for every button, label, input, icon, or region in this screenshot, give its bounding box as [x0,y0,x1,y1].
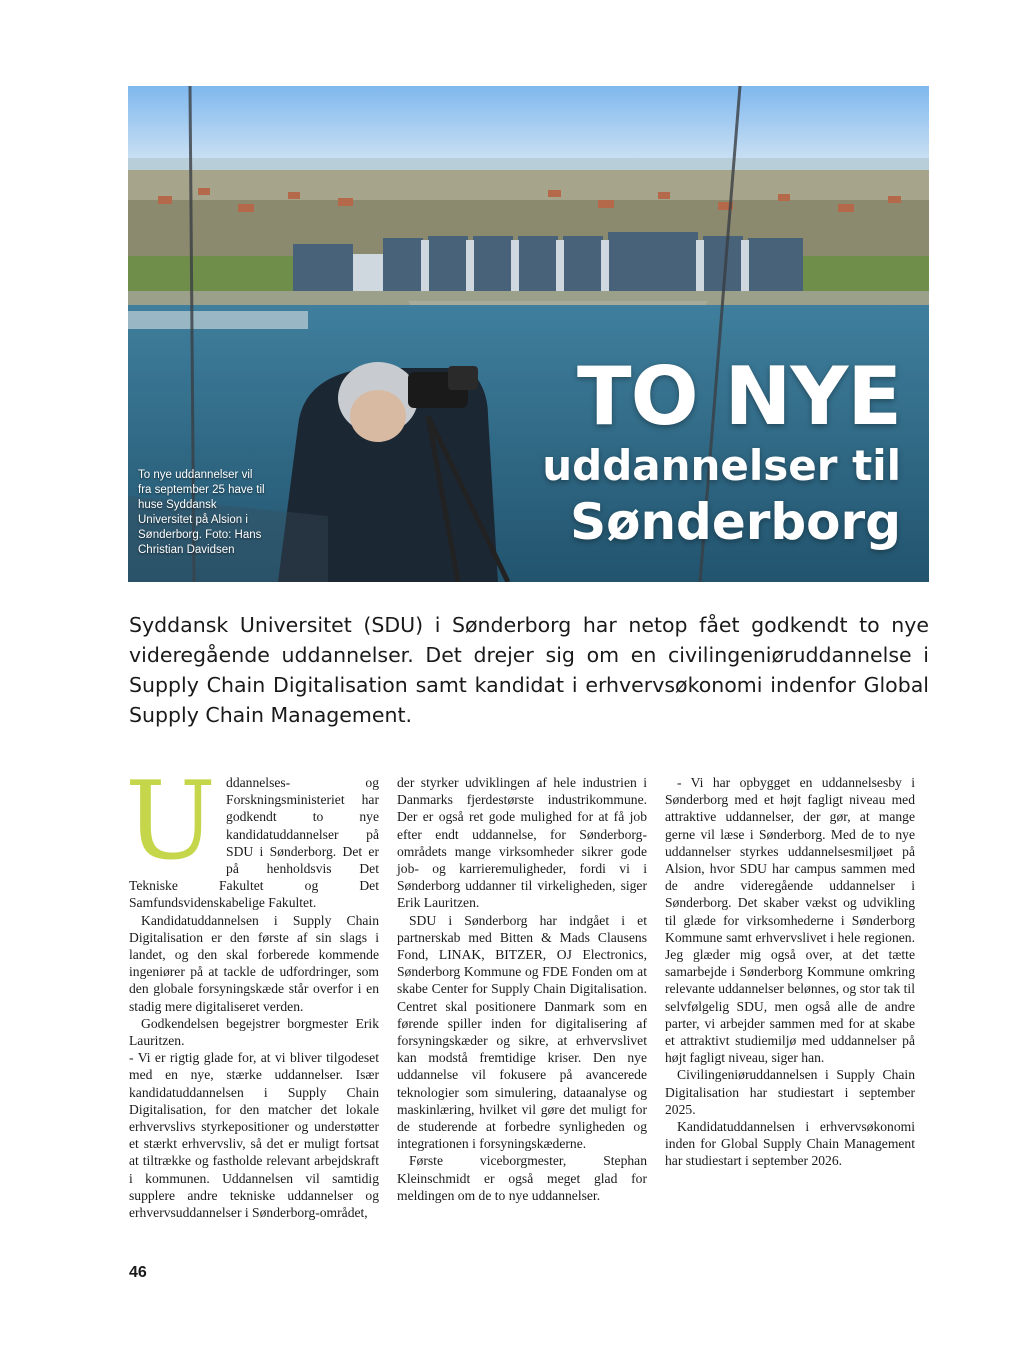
paragraph: Kandidatuddannelsen i Supply Chain Digitalisation er den første af sin slags i landet, og den skal forberede kommende ingeniører på at tackle de udfordringer, som den globale forsyningskæde står overfor i en stadig mere digitaliseret verden. [129,912,379,1014]
photo-caption: To nye uddannelser vil fra september 25 have til huse Syddansk Universitet på Alsion i Sønderborg. Foto: Hans Christian Davidsen [138,469,265,556]
hero-photo [128,86,929,582]
drop-cap: U [125,759,217,884]
paragraph: Godkendelsen begejstrer borgmester Erik Lauritzen. [129,1015,379,1049]
lead-paragraph: Syddansk Universitet (SDU) i Sønderborg har netop fået godkendt to nye videregående uddannelser. Det drejer sig om en civilingeniøruddannelse i Supply Chain Digitalisation samt kandidat i erhvervsøkonomi indenfor Global Supply Chain Management. [129,613,929,727]
title-line-2: uddannelser til [542,441,901,490]
paragraph [125,759,379,912]
body-column-3 [665,774,915,1170]
title-line-1: TO NYE [577,350,901,443]
paragraph-text: ddannelses- og Forskningsministeriet har godkendt to nye kandidatuddannelser på SDU i Sønderborg. Det er på henholdsvis Det Tekniske Fakultet og Det Samfundsvidenskabelige Fakultet. [129,775,379,911]
title-line-3: Sønderborg [570,493,901,551]
paragraph: der styrker udviklingen af hele industrien i Danmarks fjerdestørste industrikommune. Der er også ret gode mulighed for at få job efter endt uddannelse, for Sønderborg-områdets mange virksomheder sikrer gode job- og karrieremuligheder, fordi vi i Sønderborg uddanner til virkeligheden, siger Erik Lauritzen. [397,775,647,911]
body-column-2 [397,774,647,1204]
body-column-1 [125,759,379,1221]
paragraph: - Vi har opbygget en uddannelsesby i Sønderborg med et højt fagligt niveau med attraktive uddannelser, der gør, at mange gerne vil læse i Sønderborg. Med de to nye uddannelser styrkes uddannelsesmiljøet på Alsion, hvor SDU har campus sammen med de andre videregående uddannelser i Sønderborg. Det skaber vækst og udvikling til glæde for virksomhederne i Sønderborg Kommune samt erhvervslivet i hele regionen. Jeg glæder mig også over, at det tætte samarbejde i Sønderborg Kommune omkring relevante uddannelser belønnes, og stor tak til selvfølgelig SDU, men også alle de andre parter, vi arbejder sammen med for at skabe et attraktivt studiemiljø med uddannelser på højt fagligt niveau, siger han. [665,775,915,1066]
paragraph: SDU i Sønderborg har indgået i et partnerskab med Bitten & Mads Clausens Fond, LINAK, BITZER, OJ Electronics, Sønderborg Kommune og FDE Fonden om at skabe Center for Supply Chain Digitalisation. Centret skal positionere Danmark som en førende spiller inden for digitalisering af forsyningskæder og sikre, at erhvervslivet kan modstå fremtidige kriser. Den nye uddannelse vil fokusere på avancerede teknologier som simulering, dataanalyse og maskinlæring, hvilket vil gøre det muligt for de studerende at forbedre synligheden og integrationen i forsyningskæderne. [397,912,647,1152]
page-number: 46 [129,1264,147,1281]
paragraph: Civilingeniøruddannelsen i Supply Chain Digitalisation har studiestart i september 2025. [665,1067,915,1117]
paragraph: Første viceborgmester, Stephan Kleinschmidt er også meget glad for meldingen om de to nye uddannelser. [397,1153,647,1203]
paragraph: Kandidatuddannelsen i erhvervsøkonomi inden for Global Supply Chain Management har studiestart i september 2026. [665,1119,915,1169]
paragraph: - Vi er rigtig glade for, at vi bliver tilgodeset med en nye, stærke uddannelser. Især kandidatuddannelsen i Supply Chain Digitalisation, for den matcher det lokale erhvervslivs styrkepositioner og understøtter et stærkt erhvervsliv, så det er muligt fortsat at tiltrække og fastholde relevant arbejdskraft i kommunen. Uddannelsen vil samtidig supplere andre tekniske uddannelser og erhvervsuddannelser i Sønderborg-området, [129,1050,379,1221]
article-title [542,350,901,552]
